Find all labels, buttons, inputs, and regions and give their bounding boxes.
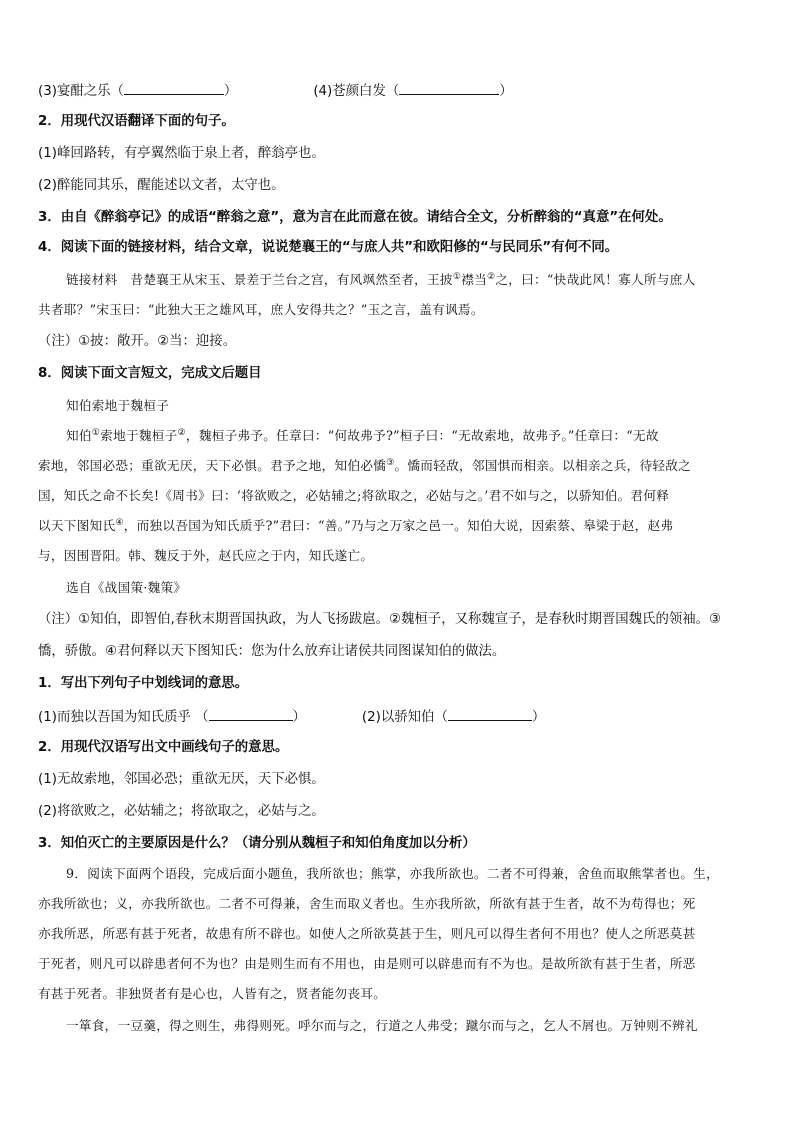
link-note: （注）①披：敞开。②当：迎接。 (38, 334, 237, 349)
question-2-sentence-1: (1)峰回路转，有亭翼然临于泉上者，醉翁亭也。 (38, 146, 325, 161)
link-text-b: 襟当 (461, 272, 487, 287)
footnote-mark-1: ① (452, 272, 462, 282)
sub-item-2-label: (2)以骄知伯（ (361, 710, 448, 725)
question-8-title: 8．阅读下面文言短文，完成文后题目 (38, 366, 262, 381)
passage-note-line-1: （注）①知伯，即智伯,春秋末期晋国执政，为人飞扬跋扈。②魏桓子，又称魏宣子，是春秋时期晋国魏氏的领袖。③ (38, 612, 722, 627)
footnote-mark-3: ③ (386, 458, 395, 468)
passage-line-2: 索地，邻国必恐；重欲无厌，天下必惧。君予之地，知伯必憍③。憍而轻敌，邻国惧而相亲。以相亲之兵，待轻敌之 (38, 458, 692, 473)
question-2-sentence-2: (2)醉能同其乐，醒能述以文者，太守也。 (38, 178, 285, 193)
footnote-mark-2: ② (177, 428, 186, 438)
answer-blank-4[interactable] (399, 80, 499, 95)
link-text-a: 链接材料 昔楚襄王从宋玉、景差于兰台之宫，有风飒然至者，王披 (66, 272, 453, 287)
question-9-line-4: 于死者，则凡可以辟患者何不为也？由是则生而有不用也，由是则可以辟患而有不为也。是故所欲有甚于生者，所恶 (38, 956, 696, 971)
sub-question-2-title: 2．用现代汉语写出文中画线句子的意思。 (38, 740, 289, 755)
passage-line-1: 知伯①索地于魏桓子②，魏桓子弗予。任章曰：“何故弗予?”桓子曰：“无故索地，故弗予。”任章曰：“无故 (66, 428, 659, 443)
answer-blank-sub-1[interactable] (209, 706, 293, 721)
question-3-title: 3．由自《醉翁亭记》的成语“醉翁之意”，意为言在此而意在彼。请结合全文，分析醉翁的“真意”在何处。 (38, 210, 672, 225)
question-2-title: 2．用现代汉语翻译下面的句子。 (38, 114, 235, 129)
answer-blank-sub-2[interactable] (448, 706, 532, 721)
footnote-mark-4: ④ (115, 518, 124, 528)
link-material-line-1 (66, 270, 766, 290)
sub-question-2-sentence-2: (2)将欲败之，必姑辅之；将欲取之，必姑与之。 (38, 804, 325, 819)
question-9-line-3: 亦我所恶，所恶有甚于死者，故患有所不辟也。如使人之所欲莫甚于生，则凡可以得生者何不用也？使人之所恶莫甚 (38, 926, 696, 941)
sub-item-1-label: (1)而独以吾国为知氏质乎 （ (38, 710, 209, 725)
question-9-line-2: 亦我所欲也；义，亦我所欲也。二者不可得兼，舍生而取义者也。生亦我所欲，所欲有甚于生者，故不为苟得也；死 (38, 896, 696, 911)
sub-question-1-items: (1)而独以吾国为知氏质乎 （ ） (2)以骄知伯（ ） (38, 706, 766, 728)
answer-blank-3[interactable] (124, 80, 224, 95)
link-material-line-2: 共者耶？”宋玉曰：“此独大王之雄风耳，庶人安得共之？”玉之言，盖有讽焉。 (38, 302, 484, 317)
link-text-c: 之，曰：“快哉此风！寡人所与庶人 (495, 272, 696, 287)
item-4-label: (4)苍颜白发（ (313, 84, 400, 99)
item-3-label: (3)宴酣之乐（ (38, 84, 124, 99)
footnote-mark-2: ② (486, 272, 496, 282)
passage-line-4: 以天下图知氏④，而独以吾国为知氏质乎?”君曰：“善。”乃与之万家之邑一。知伯大说，因索蔡、皋梁于赵，赵弗 (38, 518, 674, 533)
sub-question-1-title: 1．写出下列句子中划线词的意思。 (38, 676, 249, 691)
sub-question-2-sentence-1: (1)无故索地，邻国必恐；重欲无厌，天下必惧。 (38, 772, 325, 787)
passage-line-3: 国，知氏之命不长矣!《周书》曰：‘将欲败之，必姑辅之;将欲取之，必姑与之。’君不如与之，以骄知伯。君何释 (38, 488, 670, 503)
question-9-line-1: 9．阅读下面两个语段，完成后面小题鱼，我所欲也；熊掌，亦我所欲也。二者不可得兼，舍鱼而取熊掌者也。生， (66, 866, 719, 881)
passage-note-line-2: 憍，骄傲。④君何释以天下图知氏：您为什么放弃让诸侯共同图谋知伯的做法。 (38, 644, 506, 659)
passage-line-5: 与，因围晋阳。韩、魏反于外，赵氏应之于内，知氏遂亡。 (38, 548, 374, 563)
sub-question-3-title: 3．知伯灭亡的主要原因是什么？（请分别从魏桓子和知伯角度加以分析） (38, 836, 476, 851)
item-3-close: ） (223, 84, 238, 99)
passage-source: 选自《战国策·魏策》 (66, 580, 187, 595)
item-4-close: ） (499, 84, 513, 99)
passage-title: 知伯索地于魏桓子 (66, 398, 170, 413)
fill-in-row-top (38, 80, 766, 102)
question-9-line-6: 一箪食，一豆羹，得之则生，弗得则死。呼尔而与之，行道之人弗受；蹴尔而与之，乞人不屑也。万钟则不辨礼 (66, 1018, 698, 1033)
question-9-line-5: 有甚于死者。非独贤者有是心也，人皆有之，贤者能勿丧耳。 (38, 986, 387, 1001)
question-4-title: 4．阅读下面的链接材料，结合文章，说说楚襄王的“与庶人共”和欧阳修的“与民同乐”有何不同。 (38, 240, 619, 255)
footnote-mark-1: ① (91, 428, 101, 438)
